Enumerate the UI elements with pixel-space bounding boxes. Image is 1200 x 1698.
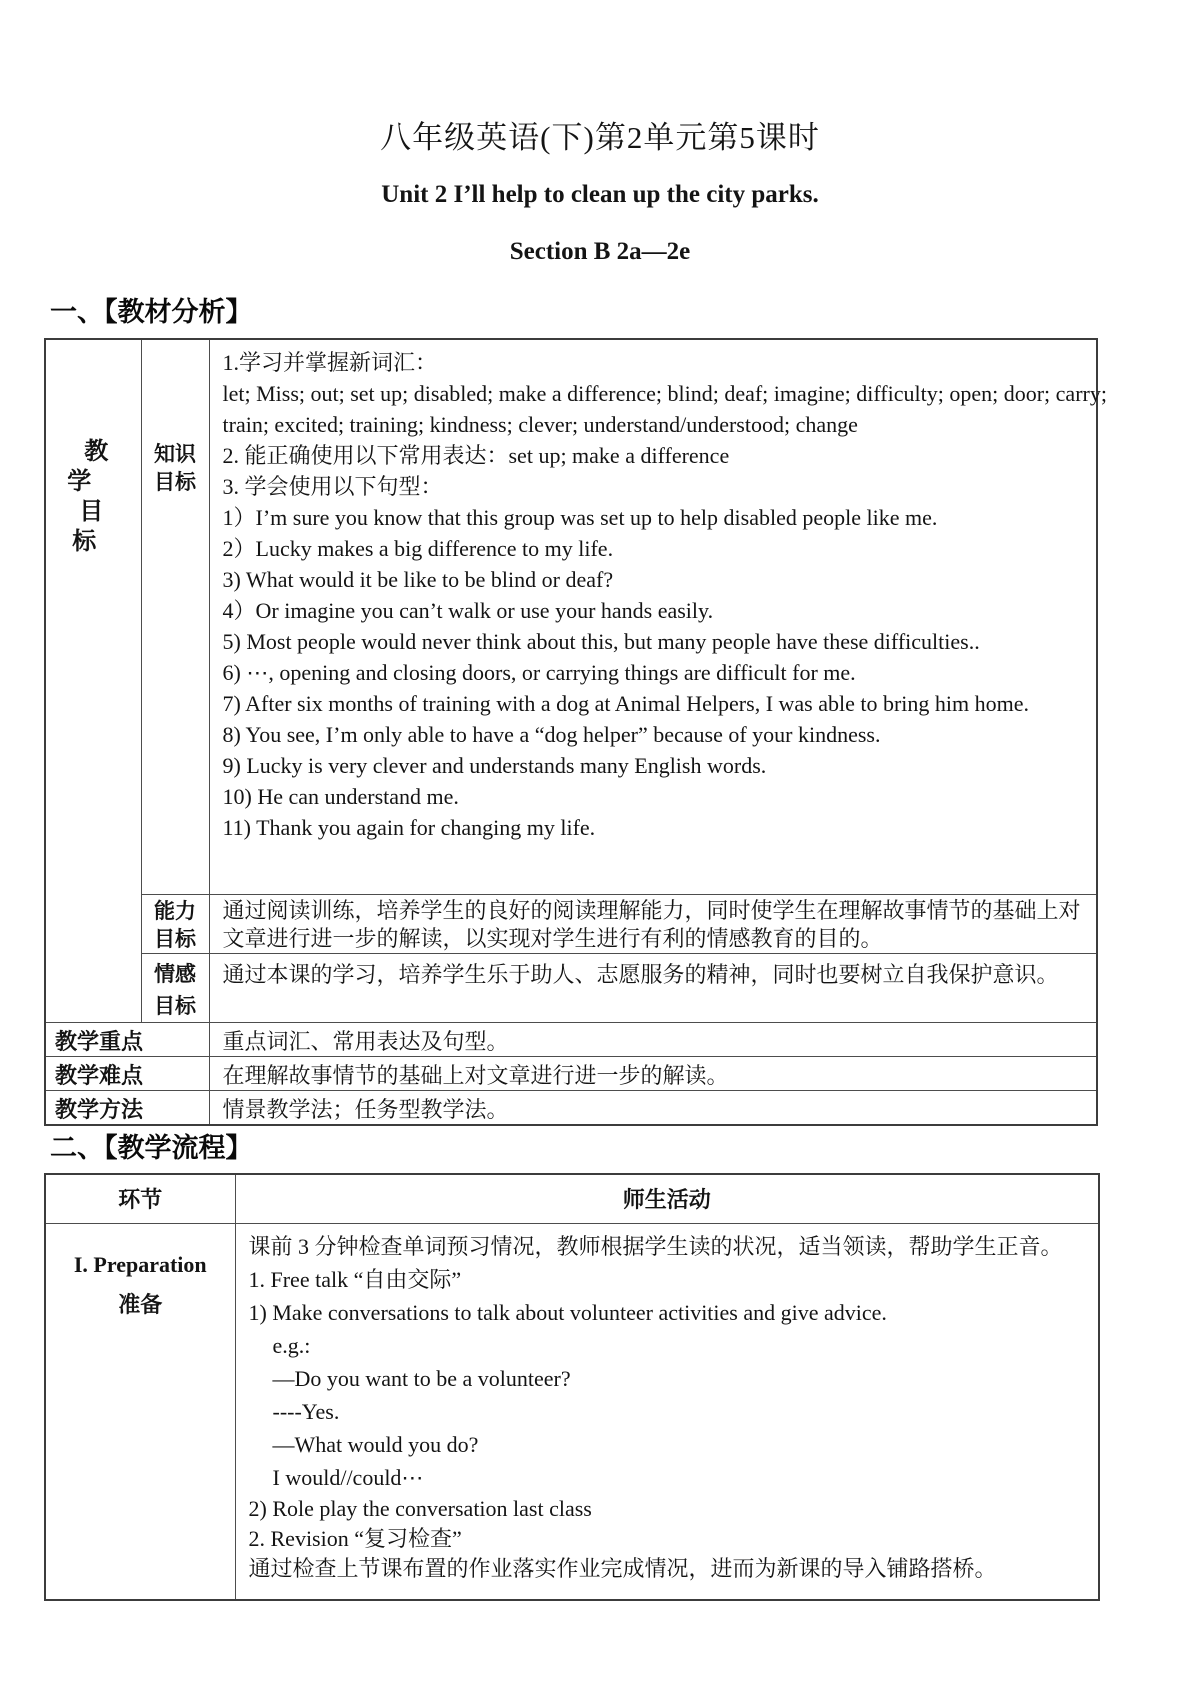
teaching-goals-rowheader bbox=[45, 339, 141, 1022]
activities-cell bbox=[235, 1223, 1099, 1600]
heading-teaching-process: 二、【教学流程】 bbox=[50, 1133, 253, 1164]
section-title: Section B 2a—2e bbox=[509, 238, 691, 265]
teaching-difficulty-label: 教学难点 bbox=[45, 1056, 209, 1090]
activity-line: ----Yes. bbox=[272, 1398, 340, 1424]
knowledge-line: 6) ⋯, opening and closing doors, or carrying things are difficult for me. bbox=[222, 660, 856, 685]
label-line: 目标 bbox=[154, 470, 196, 494]
activity-line: e.g.: bbox=[272, 1332, 311, 1358]
goal-char: 教 bbox=[84, 437, 109, 465]
ability-goal-label bbox=[141, 894, 209, 953]
column-header-stage: 环节 bbox=[45, 1174, 235, 1223]
knowledge-line: 3) What would it be like to be blind or deaf? bbox=[222, 567, 614, 592]
unit-title: Unit 2 I’ll help to clean up the city parks. bbox=[381, 181, 819, 208]
preparation-row bbox=[45, 1223, 1099, 1600]
document-title: 八年级英语(下)第2单元第5课时 bbox=[380, 120, 820, 155]
emotion-goal-label bbox=[141, 953, 209, 1022]
label-line: 目标 bbox=[154, 993, 196, 1018]
knowledge-line: 8) You see, I’m only able to have a “dog helper” because of your kindness. bbox=[222, 722, 881, 747]
knowledge-line: 2. 能正确使用以下常用表达：set up; make a difference bbox=[222, 443, 730, 468]
knowledge-line: let; Miss; out; set up; disabled; make a difference; blind; deaf; imagine; difficulty; open; door; carry; bbox=[222, 381, 1107, 406]
knowledge-line: train; excited; training; kindness; clever; understand/understood; change bbox=[222, 412, 858, 437]
teaching-method-label: 教学方法 bbox=[45, 1090, 209, 1125]
goal-char: 学 bbox=[67, 467, 92, 495]
knowledge-line: 5) Most people would never think about this, but many people have these difficulties.. bbox=[222, 629, 980, 654]
ability-goal-row bbox=[45, 894, 1097, 953]
knowledge-line: 7) After six months of training with a dog at Animal Helpers, I was able to bring him home. bbox=[222, 691, 1030, 716]
label-line: 情感 bbox=[154, 961, 196, 986]
stage-name-en: I. Preparation bbox=[73, 1251, 207, 1277]
activity-line: I would//could⋯ bbox=[272, 1464, 424, 1490]
activity-line: 1) Make conversations to talk about volunteer activities and give advice. bbox=[248, 1299, 887, 1325]
heading-material-analysis: 一、【教材分析】 bbox=[50, 297, 253, 328]
column-header-activities: 师生活动 bbox=[235, 1174, 1099, 1223]
emotion-goal-text: 通过本课的学习，培养学生乐于助人、志愿服务的精神，同时也要树立自我保护意识。 bbox=[209, 953, 1097, 1022]
goal-char: 标 bbox=[72, 527, 97, 555]
label-line: 目标 bbox=[154, 926, 196, 951]
knowledge-line: 11) Thank you again for changing my life. bbox=[222, 815, 596, 840]
knowledge-goal-content bbox=[209, 339, 1107, 894]
activity-line: —What would you do? bbox=[272, 1431, 479, 1457]
teaching-focus-row bbox=[45, 1022, 1097, 1056]
process-header-row bbox=[45, 1174, 1099, 1223]
teaching-difficulty-row bbox=[45, 1056, 1097, 1090]
activity-line: 1. Free talk “自由交际” bbox=[248, 1266, 462, 1292]
activity-line: 2. Revision “复习检查” bbox=[248, 1525, 462, 1551]
teaching-focus-label: 教学重点 bbox=[45, 1022, 209, 1056]
stage-cell bbox=[45, 1223, 235, 1600]
teaching-process-table bbox=[44, 1173, 1100, 1601]
knowledge-goal-label bbox=[141, 339, 209, 894]
knowledge-line: 4）Or imagine you can’t walk or use your hands easily. bbox=[222, 598, 714, 623]
knowledge-line: 9) Lucky is very clever and understands many English words. bbox=[222, 753, 767, 778]
knowledge-line: 1.学习并掌握新词汇： bbox=[222, 350, 438, 375]
activity-line: —Do you want to be a volunteer? bbox=[272, 1365, 571, 1391]
material-analysis-table bbox=[44, 338, 1107, 1126]
activity-line: 通过检查上节课布置的作业落实作业完成情况，进而为新课的导入铺路搭桥。 bbox=[248, 1555, 997, 1581]
knowledge-goal-row bbox=[45, 339, 1097, 894]
stage-name-cn: 准备 bbox=[118, 1292, 163, 1318]
knowledge-line: 1）I’m sure you know that this group was set up to help disabled people like me. bbox=[222, 505, 938, 530]
knowledge-line: 2）Lucky makes a big difference to my life. bbox=[222, 536, 614, 561]
teaching-focus-text: 重点词汇、常用表达及句型。 bbox=[209, 1022, 1097, 1056]
label-line: 知识 bbox=[154, 442, 196, 466]
ability-goal-text: 通过阅读训练，培养学生的良好的阅读理解能力，同时使学生在理解故事情节的基础上对文章进行进一步的解读，以实现对学生进行有利的情感教育的目的。 bbox=[209, 894, 1097, 953]
knowledge-line: 10) He can understand me. bbox=[222, 784, 459, 809]
activity-line: 课前 3 分钟检查单词预习情况，教师根据学生读的状况，适当领读，帮助学生正音。 bbox=[248, 1233, 1063, 1259]
teaching-method-row bbox=[45, 1090, 1097, 1125]
teaching-method-text: 情景教学法；任务型教学法。 bbox=[209, 1090, 1097, 1125]
goal-char: 目 bbox=[79, 497, 104, 525]
activity-line: 2) Role play the conversation last class bbox=[248, 1495, 592, 1521]
knowledge-line: 3. 学会使用以下句型： bbox=[222, 474, 443, 499]
teaching-difficulty-text: 在理解故事情节的基础上对文章进行进一步的解读。 bbox=[209, 1056, 1097, 1090]
label-line: 能力 bbox=[154, 898, 196, 923]
emotion-goal-row bbox=[45, 953, 1097, 1022]
